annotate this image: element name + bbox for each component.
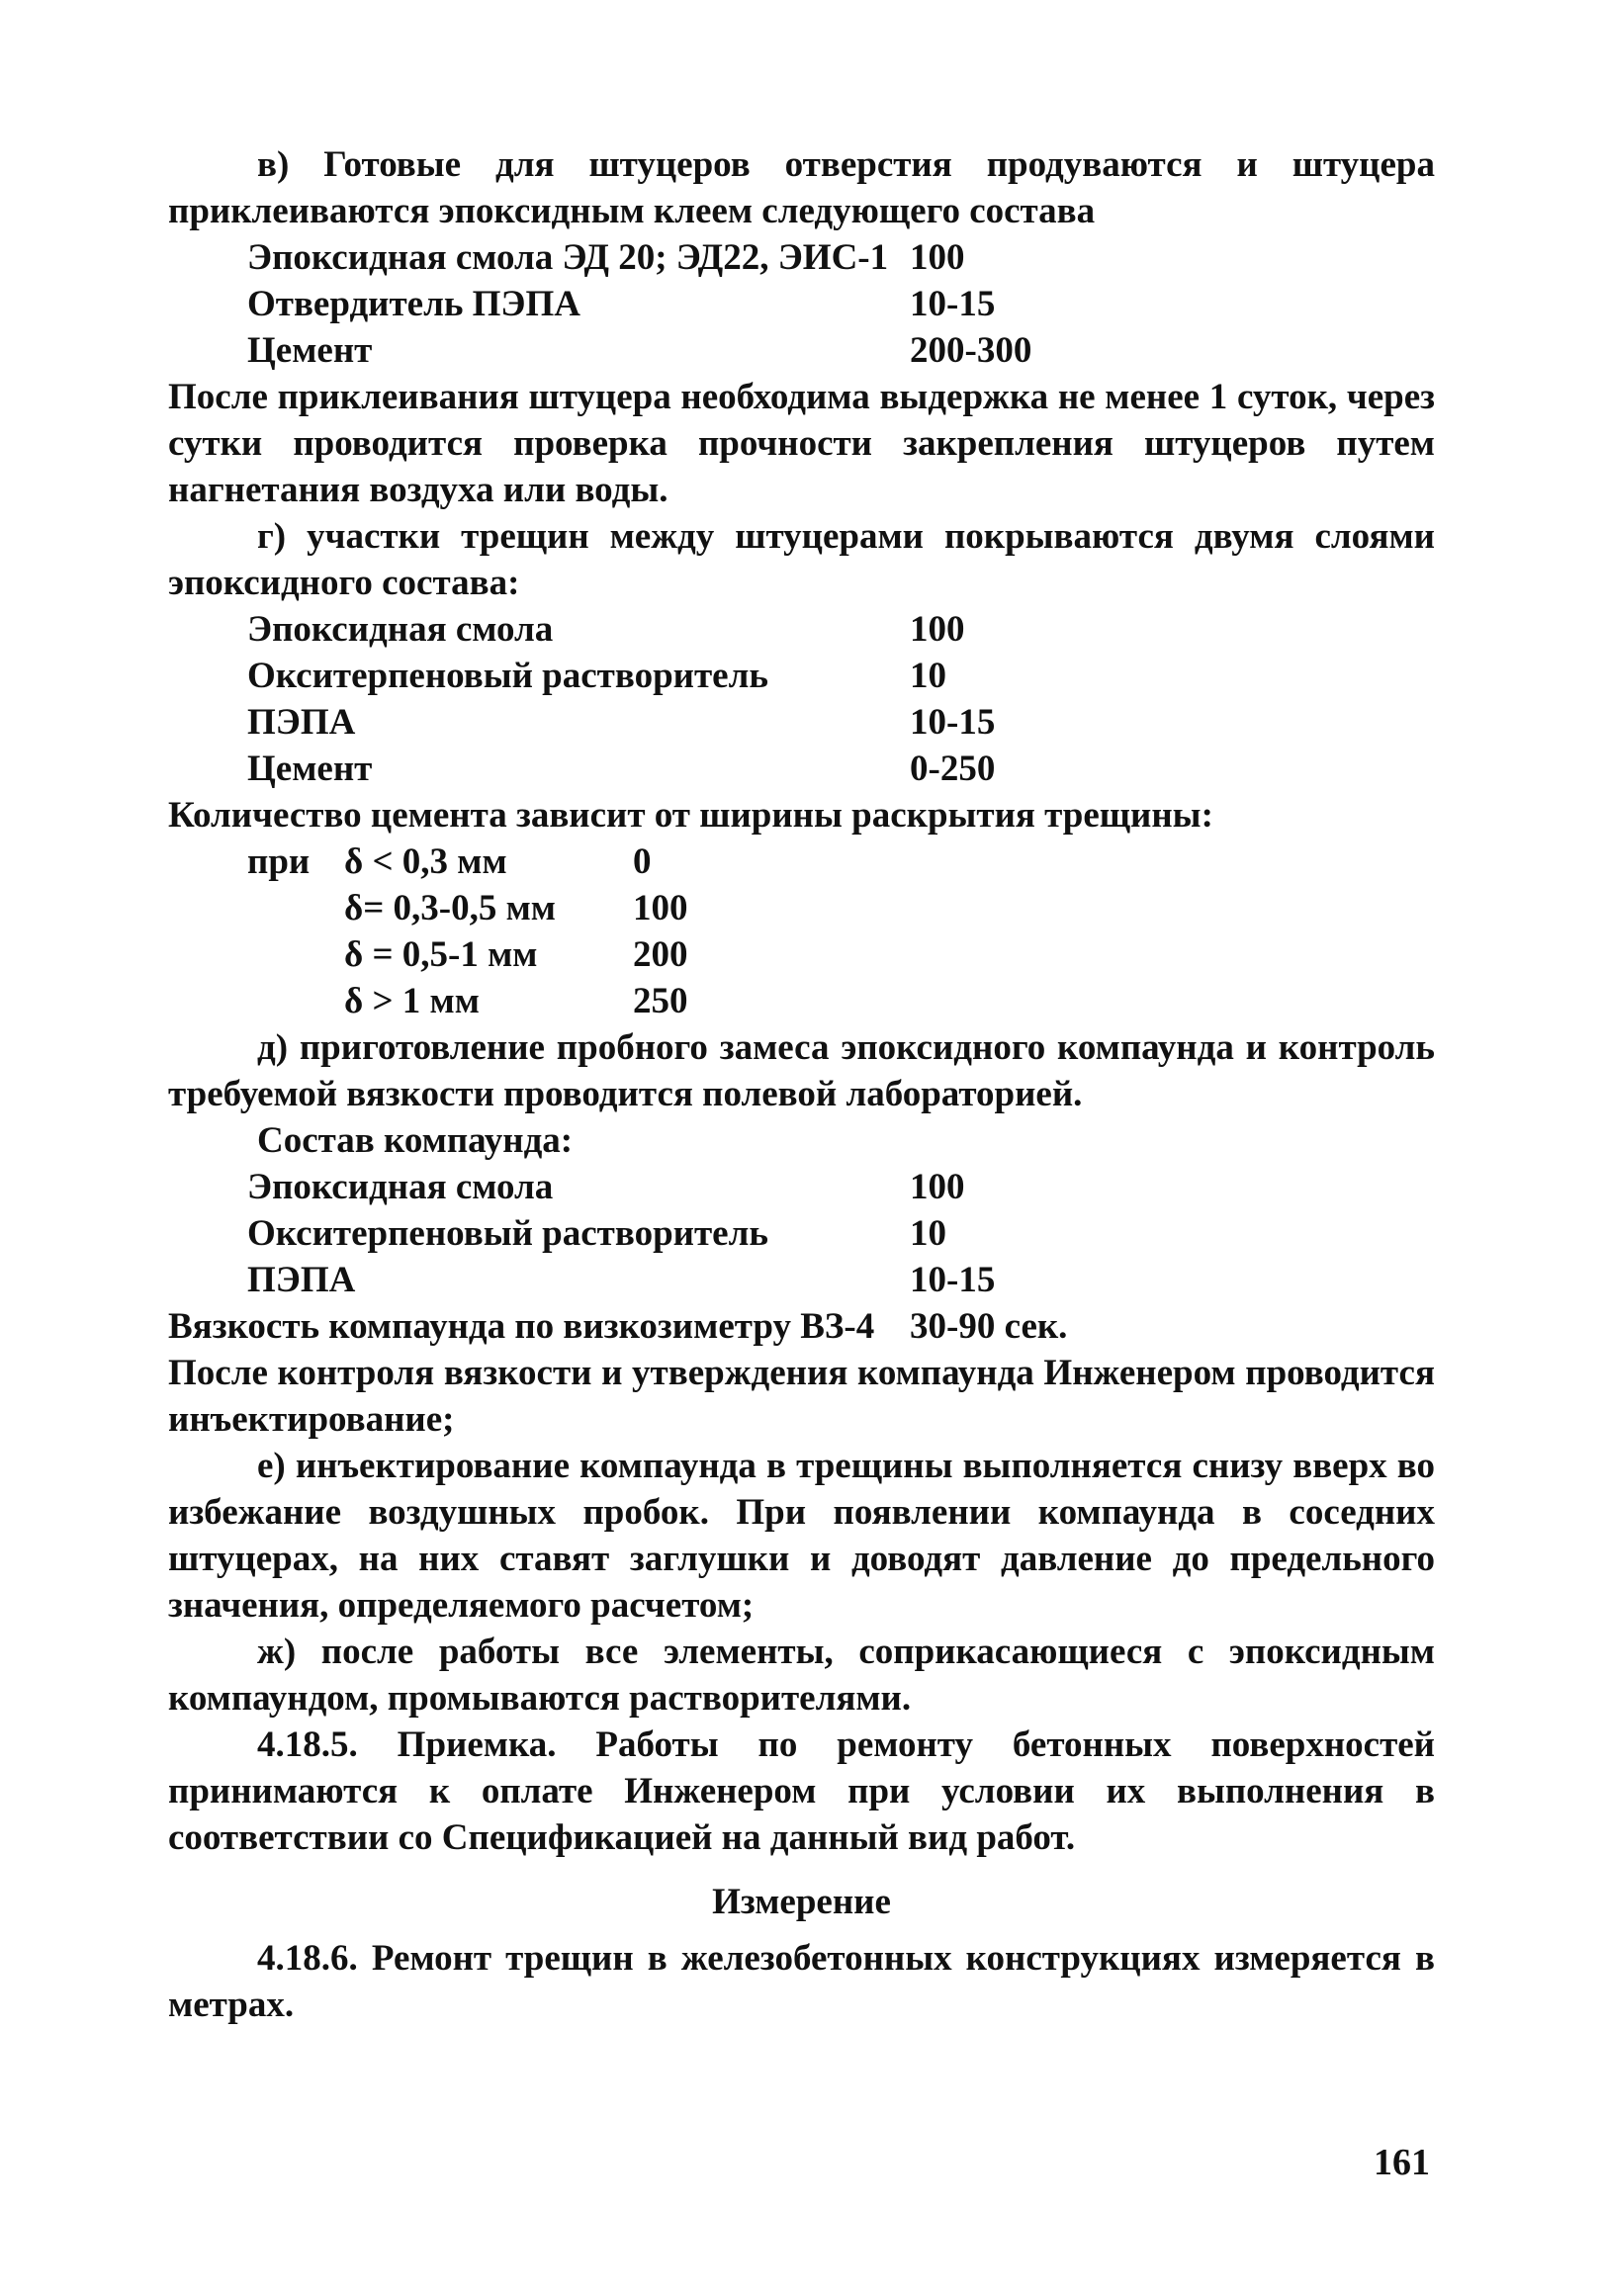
delta-value: 200 xyxy=(633,934,688,975)
component-value: 0-250 xyxy=(910,749,996,789)
section-heading-measurement: Измерение xyxy=(712,1882,891,1922)
glue-composition-table xyxy=(247,234,1435,374)
section-number: 4.18.5. xyxy=(257,1724,358,1765)
viscosity-label: Вязкость компаунда по визкозиметру ВЗ-4 xyxy=(168,1306,875,1347)
coating-composition-table xyxy=(247,606,1435,792)
delta-value: 0 xyxy=(633,841,652,882)
component-value: 10-15 xyxy=(910,284,996,324)
paragraph-g xyxy=(168,513,1435,606)
item-text: Готовые для штуцеров отверстия продуваются и штуцера приклеиваются эпоксидным клеем следующего состава xyxy=(168,144,1435,231)
compound-title: Состав компаунда: xyxy=(257,1120,574,1161)
component-value: 10 xyxy=(910,656,946,696)
item-text: приготовление пробного замеса эпоксидного компаунда и контроль требуемой вязкости проводится полевой лабораторией. xyxy=(168,1027,1435,1114)
cement-note: Количество цемента зависит от ширины раскрытия трещины: xyxy=(168,795,1213,836)
component-name: ПЭПА xyxy=(247,1260,356,1300)
component-name: Эпоксидная смола ЭД 20; ЭД22, ЭИС-1 xyxy=(247,237,889,278)
table-row xyxy=(247,1257,1435,1303)
delta-value: 100 xyxy=(633,888,688,928)
table-row xyxy=(247,1164,1435,1210)
section-number: 4.18.6. xyxy=(257,1938,358,1979)
component-name: Эпоксидная смола xyxy=(247,1167,554,1207)
paragraph-after-compound: После контроля вязкости и утверждения компаунда Инженером проводится инъектирование; xyxy=(168,1353,1435,1440)
item-label: ж) xyxy=(257,1632,297,1672)
table-row xyxy=(247,234,1435,281)
paragraph-d xyxy=(168,1024,1435,1117)
compound-table xyxy=(247,1164,1435,1303)
delta-prefix: при xyxy=(247,841,311,882)
item-text: участки трещин между штуцерами покрываются двумя слоями эпоксидного состава: xyxy=(168,516,1435,603)
component-name: Эпоксидная смола xyxy=(247,609,554,650)
section-text: Ремонт трещин в железобетонных конструкциях измеряется в метрах. xyxy=(168,1938,1435,2025)
page-number: 161 xyxy=(1374,2142,1430,2183)
table-row xyxy=(247,653,1435,699)
component-value: 200-300 xyxy=(910,330,1032,371)
component-name: ПЭПА xyxy=(247,702,356,743)
component-value: 10-15 xyxy=(910,1260,996,1300)
item-label: в) xyxy=(257,144,290,185)
delta-condition: δ > 1 мм xyxy=(344,981,480,1021)
table-row xyxy=(247,839,1435,885)
component-value: 10 xyxy=(910,1213,946,1254)
item-text: инъектирование компаунда в трещины выполняется снизу вверх во избежание воздушных пробок. При появлении компаунда в соседних штуцерах, на них ставят заглушки и доводят давление до предельного значения, определяемого расчетом; xyxy=(168,1446,1435,1626)
component-value: 100 xyxy=(910,237,965,278)
viscosity-value: 30-90 сек. xyxy=(910,1306,1068,1347)
table-row xyxy=(247,1210,1435,1257)
section-text: Работы по ремонту бетонных поверхностей принимаются к оплате Инженером при условии их выполнения в соответствии со Спецификацией на данный вид работ. xyxy=(168,1724,1435,1858)
section-4-18-6 xyxy=(168,1935,1435,2028)
item-label: е) xyxy=(257,1446,286,1486)
table-row xyxy=(247,327,1435,374)
item-text: после работы все элементы, соприкасающиеся с эпоксидным компаундом, промываются растворителями. xyxy=(168,1632,1435,1719)
paragraph-e xyxy=(168,1443,1435,1629)
paragraph-zh xyxy=(168,1629,1435,1722)
component-value: 100 xyxy=(910,609,965,650)
component-name: Окситерпеновый растворитель xyxy=(247,1213,768,1254)
table-row xyxy=(247,746,1435,792)
delta-condition: δ = 0,5-1 мм xyxy=(344,934,538,975)
table-row xyxy=(247,606,1435,653)
table-row xyxy=(247,931,1435,978)
section-heading: Приемка. xyxy=(357,1724,557,1765)
table-row xyxy=(247,281,1435,327)
delta-value: 250 xyxy=(633,981,688,1021)
item-label: г) xyxy=(257,516,287,557)
component-name: Цемент xyxy=(247,330,373,371)
table-row xyxy=(247,699,1435,746)
delta-condition: δ= 0,3-0,5 мм xyxy=(344,888,557,928)
component-value: 10-15 xyxy=(910,702,996,743)
component-name: Окситерпеновый растворитель xyxy=(247,656,768,696)
paragraph-after-glue: После приклеивания штуцера необходима выдержка не менее 1 суток, через сутки проводится проверка прочности закрепления штуцеров путем нагнетания воздуха или воды. xyxy=(168,377,1435,510)
viscosity-row xyxy=(168,1303,1435,1350)
table-row xyxy=(247,885,1435,931)
component-name: Отвердитель ПЭПА xyxy=(247,284,581,324)
paragraph-v xyxy=(168,141,1435,234)
delta-condition: δ < 0,3 мм xyxy=(344,841,507,882)
item-label: д) xyxy=(257,1027,289,1068)
section-4-18-5 xyxy=(168,1722,1435,1861)
component-name: Цемент xyxy=(247,749,373,789)
table-row xyxy=(247,978,1435,1024)
component-value: 100 xyxy=(910,1167,965,1207)
crack-width-table xyxy=(247,839,1435,1024)
